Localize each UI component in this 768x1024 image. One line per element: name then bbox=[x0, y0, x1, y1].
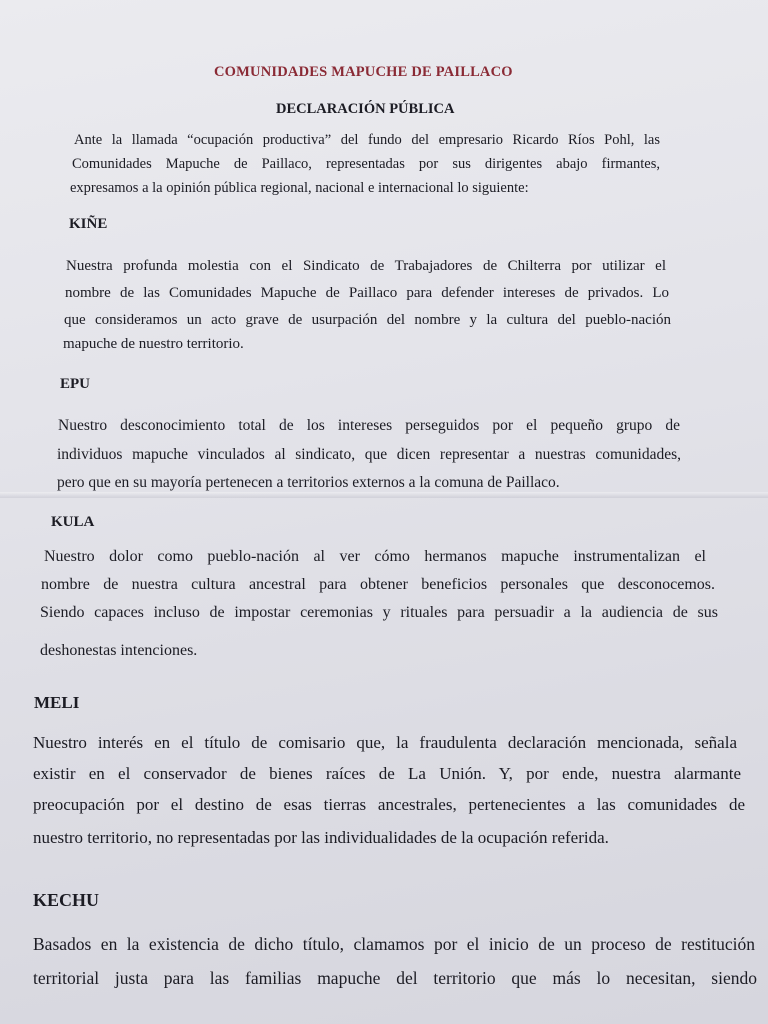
organization-title: COMUNIDADES MAPUCHE DE PAILLACO bbox=[214, 64, 513, 80]
section-line: preocupación por el destino de esas tierras ancestrales, pertenecientes a las comunidades de bbox=[33, 795, 745, 814]
section-line: nombre de las Comunidades Mapuche de Paillaco para defender intereses de privados. Lo bbox=[65, 285, 669, 301]
section-line: pero que en su mayoría pertenecen a territorios externos a la comuna de Paillaco. bbox=[57, 474, 560, 491]
paper-fold bbox=[0, 492, 768, 498]
document-title: DECLARACIÓN PÚBLICA bbox=[276, 101, 455, 117]
section-heading-meli: MELI bbox=[34, 693, 80, 712]
section-line: Nuestro interés en el título de comisario que, la fraudulenta declaración mencionada, señala bbox=[33, 733, 737, 752]
section-line: Nuestro dolor como pueblo-nación al ver cómo hermanos mapuche instrumentalizan el bbox=[44, 548, 706, 565]
section-heading-epu: EPU bbox=[60, 376, 90, 392]
intro-line: Comunidades Mapuche de Paillaco, representadas por sus dirigentes abajo firmantes, bbox=[72, 156, 660, 172]
intro-line: expresamos a la opinión pública regional, nacional e internacional lo siguiente: bbox=[70, 180, 529, 196]
section-heading-kechu: KECHU bbox=[33, 890, 100, 910]
section-line: que consideramos un acto grave de usurpación del nombre y la cultura del pueblo-nación bbox=[64, 312, 671, 328]
section-heading-kine: KIÑE bbox=[69, 216, 108, 232]
section-line: nuestro territorio, no representadas por las individualidades de la ocupación referida. bbox=[33, 828, 609, 847]
section-line: Nuestra profunda molestia con el Sindicato de Trabajadores de Chilterra por utilizar el bbox=[66, 258, 666, 274]
section-line: individuos mapuche vinculados al sindicato, que dicen representar a nuestras comunidades, bbox=[57, 446, 681, 463]
section-line: deshonestas intenciones. bbox=[40, 642, 198, 659]
section-line: Nuestro desconocimiento total de los intereses perseguidos por el pequeño grupo de bbox=[58, 417, 680, 434]
section-line: Basados en la existencia de dicho título, clamamos por el inicio de un proceso de restitución bbox=[33, 934, 755, 954]
section-heading-kula: KULA bbox=[51, 514, 95, 530]
section-line: mapuche de nuestro territorio. bbox=[63, 336, 244, 352]
section-line: existir en el conservador de bienes raíces de La Unión. Y, por ende, nuestra alarmante bbox=[33, 764, 741, 783]
section-line: nombre de nuestra cultura ancestral para obtener beneficios personales que desconocemos. bbox=[41, 576, 715, 593]
intro-line: Ante la llamada “ocupación productiva” del fundo del empresario Ricardo Ríos Pohl, las bbox=[74, 132, 660, 148]
section-line: Siendo capaces incluso de impostar ceremonias y rituales para persuadir a la audiencia de sus bbox=[40, 604, 718, 621]
section-line: territorial justa para las familias mapuche del territorio que más lo necesitan, siendo bbox=[33, 968, 757, 988]
